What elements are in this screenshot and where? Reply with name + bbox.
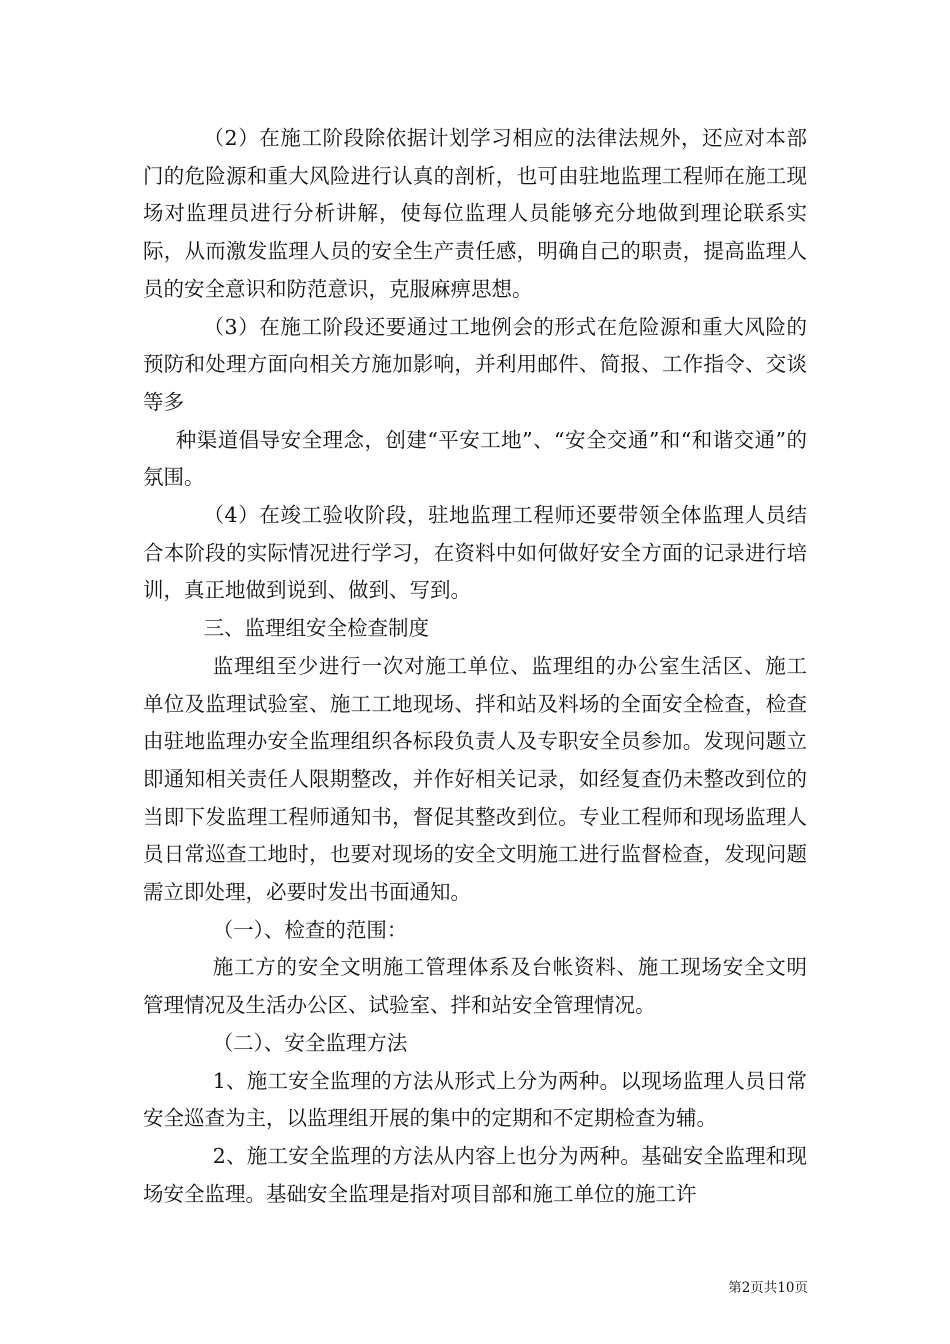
section-heading-safety-inspection: 三、监理组安全检查制度: [203, 616, 429, 641]
subheading-inspection-scope: （一）、检查的范围：: [212, 917, 408, 942]
paragraph-method-2: 2、施工安全监理的方法从内容上也分为两种。基础安全监理和现场安全监理。基础安全监理是指对项目部和施工单位的施工许: [143, 1143, 807, 1206]
paragraph-method-1: 1、施工安全监理的方法从形式上分为两种。以现场监理人员日常安全巡查为主，以监理组开展的集中的定期和不定期检查为辅。: [143, 1068, 807, 1131]
page-number: 第2页共10页: [728, 1280, 808, 1296]
paragraph-stage-3-continued: 种渠道倡导安全理念，创建“平安工地”、“安全交通”和“和谐交通”的氛围。: [143, 427, 807, 490]
paragraph-stage-2: （2）在施工阶段除依据计划学习相应的法律法规外，还应对本部门的危险源和重大风险进行认真的剖析，也可由驻地监理工程师在施工现场对监理员进行分析讲解，使每位监理人员能够充分地做到理论联系实际，从而激发监理人员的安全生产责任感，明确自己的职责，提高监理人员的安全意识和防范意识，克服麻痹思想。: [143, 126, 807, 301]
paragraph-stage-4: （4）在竣工验收阶段，驻地监理工程师还要带领全体监理人员结合本阶段的实际情况进行学习，在资料中如何做好安全方面的记录进行培训，真正地做到说到、做到、写到。: [143, 503, 807, 603]
subheading-supervision-methods: （二）、安全监理方法: [212, 1030, 408, 1055]
document-body: [143, 120, 807, 1213]
paragraph-inspection-rules: 监理组至少进行一次对施工单位、监理组的办公室生活区、施工单位及监理试验室、施工工地现场、拌和站及料场的全面安全检查，检查由驻地监理办安全监理组织各标段负责人及专职安全员参加。发现问题立即通知相关责任人限期整改，并作好相关记录，如经复查仍未整改到位的当即下发监理工程师通知书，督促其整改到位。专业工程师和现场监理人员日常巡查工地时，也要对现场的安全文明施工进行监督检查，发现问题需立即处理，必要时发出书面通知。: [143, 653, 807, 905]
paragraph-inspection-scope: 施工方的安全文明施工管理体系及台帐资料、施工现场安全文明管理情况及生活办公区、试验室、拌和站安全管理情况。: [143, 955, 807, 1018]
paragraph-stage-3: （3）在施工阶段还要通过工地例会的形式在危险源和重大风险的预防和处理方面向相关方施加影响，并利用邮件、简报、工作指令、交谈等多: [143, 314, 807, 414]
